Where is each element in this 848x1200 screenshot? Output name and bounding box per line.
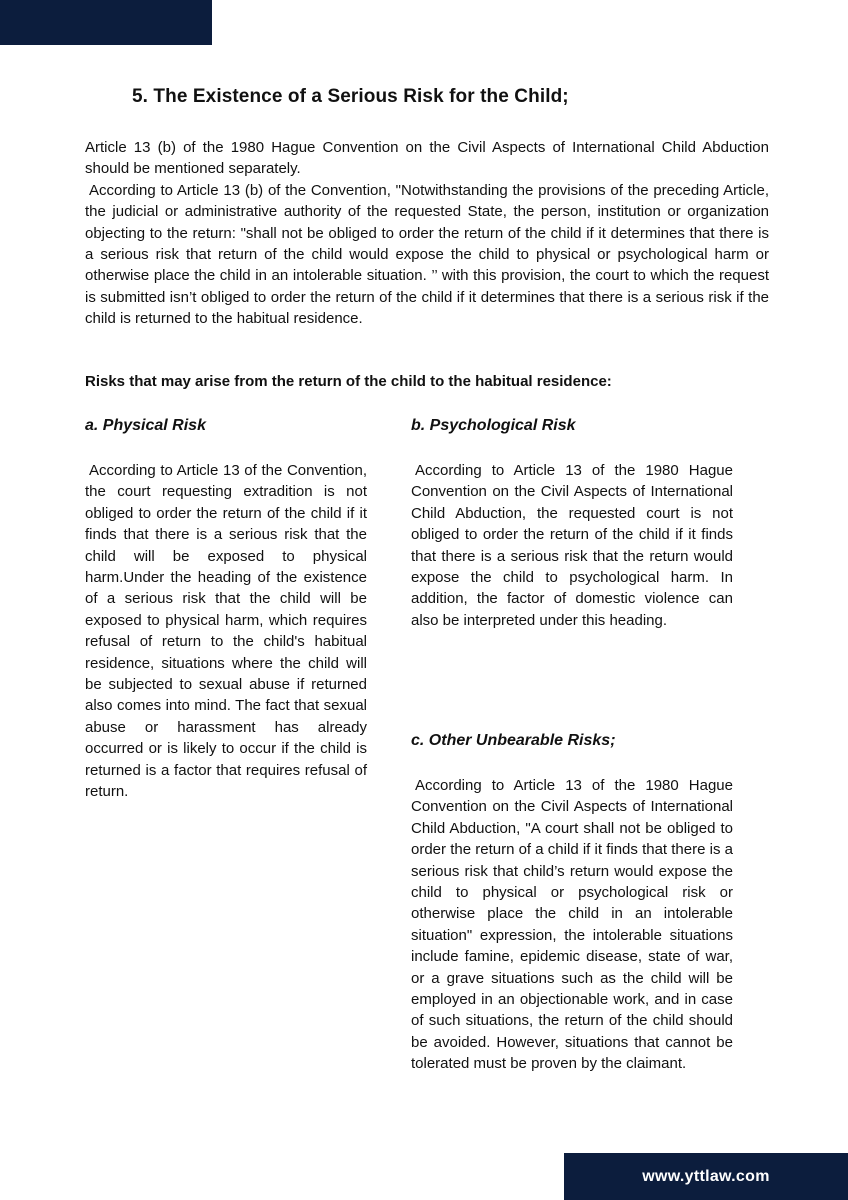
intro-paragraph-2: According to Article 13 (b) of the Convention, "Notwithstanding the provisions of the preceding Article, the judicial or administrative authority of the requested State, the person, institution or organization objecting to the return: "shall not be obliged to order the return of the child if it determines that there is a serious risk that return of the child would expose the child to physical or psychological harm or otherwise place the child in an intolerable situation. ’’ with this provision, the court to which the request is submitted isn’t obliged to order the return of the child if it determines that there is a serious risk if the child is returned to the habitual residence. [85,181,769,328]
footer-bar [564,1153,848,1200]
other-risks-heading: c. Other Unbearable Risks; [411,732,616,749]
intro-paragraph-1: Article 13 (b) of the 1980 Hague Convention on the Civil Aspects of International Child Abduction should be mentioned separately. [85,139,769,178]
psychological-risk-heading: b. Psychological Risk [411,417,576,434]
header-accent-bar [0,0,212,45]
physical-risk-text: According to Article 13 of the Convention, the court requesting extradition is not obliged to order the return of the child if it finds that there is a serious risk that the child will be exposed to physical harm.Under the heading of the existence of a serious risk that the child will be exposed to physical harm, which requires refusal of return to the child's habitual residence, situations where the child will be subjected to sexual abuse if returned also comes into mind. The fact that sexual abuse or harassment has already occurred or is likely to occur if the child is returned is a factor that requires refusal of return. [85,462,367,801]
psychological-risk-section [411,414,733,631]
intro-block [85,137,769,330]
physical-risk-heading: a. Physical Risk [85,417,206,434]
physical-risk-section [85,414,367,803]
section-title: 5. The Existence of a Serious Risk for the Child; [132,86,569,107]
other-risks-section [411,729,733,1075]
risks-heading: Risks that may arise from the return of the child to the habitual residence: [85,373,612,390]
other-risks-text: According to Article 13 of the 1980 Hague Convention on the Civil Aspects of International Child Abduction, "A court shall not be obliged to order the return of a child if it finds that there is a serious risk that child’s return would expose the child to physical or psychological risk or otherwise place the child in an intolerable situation" expression, the intolerable situations include famine, epidemic disease, state of war, or a grave situations such as the child will be employed in an objectionable work, and in case of such situations, the return of the child should be avoided. However, situations that cannot be tolerated must be proven by the claimant. [411,777,733,1073]
footer-website-link[interactable]: www.yttlaw.com [642,1167,770,1185]
psychological-risk-text: According to Article 13 of the 1980 Hague Convention on the Civil Aspects of International Child Abduction, the requested court is not obliged to order the return of the child if it finds that there is a serious risk that the return would expose the child to psychological harm. In addition, the factor of domestic violence can also be interpreted under this heading. [411,462,733,629]
